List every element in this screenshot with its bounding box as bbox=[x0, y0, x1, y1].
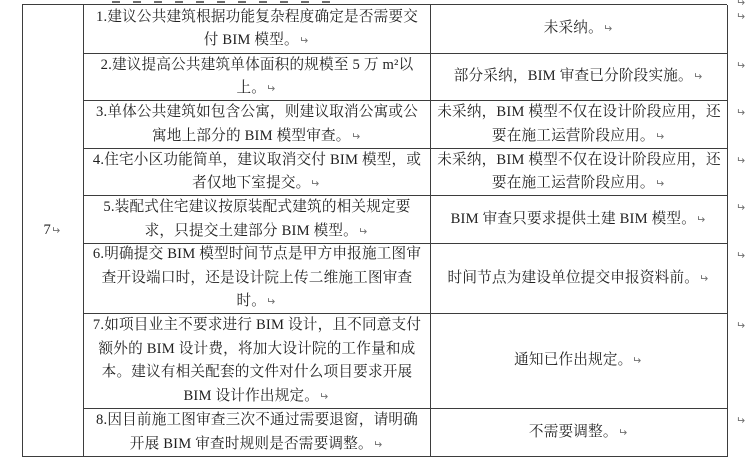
suggestion-text: 5.装配式住宅建议按原装配式建筑的相关规定要求，只提交土建部分 BIM 模型。 bbox=[103, 199, 411, 239]
end-of-row-mark: ↵ bbox=[736, 59, 746, 72]
previous-row-fragment bbox=[112, 1, 334, 3]
suggestion-text: 3.单体公共建筑如包含公寓，则建议取消公寓或公寓地上部分的 BIM 模型审查。 bbox=[95, 104, 419, 144]
end-of-row-mark: ↵ bbox=[736, 154, 746, 167]
suggestion-cell[interactable] bbox=[84, 149, 431, 196]
response-cell[interactable] bbox=[431, 54, 728, 101]
suggestion-cell[interactable] bbox=[84, 5, 431, 54]
response-cell[interactable] bbox=[431, 101, 728, 149]
end-of-cell-mark: ↵ bbox=[696, 212, 706, 226]
end-of-cell-mark: ↵ bbox=[699, 271, 709, 285]
suggestion-text: 8.因目前施工图审查三次不通过需要退窗，请明确开展 BIM 审查时规则是否需要调整。 bbox=[95, 412, 419, 452]
end-of-row-mark: ↵ bbox=[736, 319, 746, 332]
end-of-cell-mark: ↵ bbox=[602, 22, 613, 36]
end-of-cell-mark: ↵ bbox=[692, 70, 703, 84]
response-text: 未采纳，BIM 模型不仅在设计阶段应用，还要在施工运营阶段应用。 bbox=[437, 151, 721, 191]
response-text: 未采纳，BIM 模型不仅在设计阶段应用，还要在施工运营阶段应用。 bbox=[437, 104, 721, 144]
suggestion-cell[interactable] bbox=[84, 101, 431, 149]
end-of-row-mark: ↵ bbox=[736, 201, 746, 214]
end-of-row-mark: ↵ bbox=[736, 249, 746, 262]
end-of-row-mark: ↵ bbox=[736, 106, 746, 119]
response-text: 通知已作出规定。 bbox=[514, 352, 633, 369]
response-text: 时间节点为建设单位提交申报资料前。 bbox=[447, 269, 700, 286]
end-of-cell-mark: ↵ bbox=[654, 129, 665, 143]
suggestion-text: 6.明确提交 BIM 模型时间节点是甲方申报施工图审查开设端口时，还是设计院上传二维施工图审查时。 bbox=[92, 246, 422, 310]
suggestion-text: 7.如项目业主不要求进行 BIM 设计，且不同意支付额外的 BIM 设计费，将加大设计院的工作量和成本。建议有相关配套的文件对什么项目要求开展 BIM 设计作出规定。 bbox=[92, 317, 422, 404]
end-of-row-mark: ↵ bbox=[736, 0, 746, 9]
item-number-cell[interactable] bbox=[23, 5, 84, 457]
response-text: 不需要调整。 bbox=[528, 423, 618, 440]
suggestion-text: 4.住宅小区功能简单，建议取消交付 BIM 模型，或者仅地下室提交。 bbox=[92, 151, 422, 191]
response-cell[interactable] bbox=[431, 5, 728, 54]
end-of-cell-mark: ↵ bbox=[357, 224, 368, 238]
suggestion-text: 1.建议公共建筑根据功能复杂程度确定是否需要交付 BIM 模型。 bbox=[95, 8, 419, 48]
end-of-cell-mark: ↵ bbox=[654, 177, 665, 190]
item-number: 7 bbox=[43, 221, 52, 238]
end-of-cell-mark: ↵ bbox=[632, 354, 642, 368]
suggestion-cell[interactable] bbox=[84, 314, 431, 409]
response-cell[interactable] bbox=[431, 196, 728, 244]
review-table bbox=[22, 4, 727, 457]
end-of-cell-mark: ↵ bbox=[350, 129, 361, 143]
response-cell[interactable] bbox=[431, 409, 728, 457]
response-text: 未采纳。 bbox=[543, 20, 603, 37]
response-text: 部分采纳，BIM 审查已分阶段实施。 bbox=[453, 68, 693, 85]
suggestion-cell[interactable] bbox=[84, 196, 431, 244]
suggestion-cell[interactable] bbox=[84, 54, 431, 101]
end-of-cell-mark: ↵ bbox=[51, 223, 61, 237]
end-of-cell-mark: ↵ bbox=[266, 295, 276, 309]
suggestion-cell[interactable] bbox=[84, 409, 431, 457]
end-of-cell-mark: ↵ bbox=[266, 82, 276, 95]
suggestion-text: 2.建议提高公共建筑单体面积的规模至 5 万 m²以上。 bbox=[100, 56, 414, 96]
response-text: BIM 审查只要求提供土建 BIM 模型。 bbox=[450, 210, 696, 227]
end-of-row-mark: ↵ bbox=[736, 414, 746, 427]
end-of-cell-mark: ↵ bbox=[372, 437, 383, 451]
suggestion-cell[interactable] bbox=[84, 244, 431, 314]
end-of-cell-mark: ↵ bbox=[310, 177, 320, 190]
end-of-cell-mark: ↵ bbox=[298, 34, 309, 47]
end-of-cell-mark: ↵ bbox=[617, 425, 628, 439]
response-cell[interactable] bbox=[431, 314, 728, 409]
response-cell[interactable] bbox=[431, 149, 728, 196]
response-cell[interactable] bbox=[431, 244, 728, 314]
end-of-row-mark: ↵ bbox=[736, 10, 746, 23]
end-of-cell-mark: ↵ bbox=[319, 389, 329, 403]
